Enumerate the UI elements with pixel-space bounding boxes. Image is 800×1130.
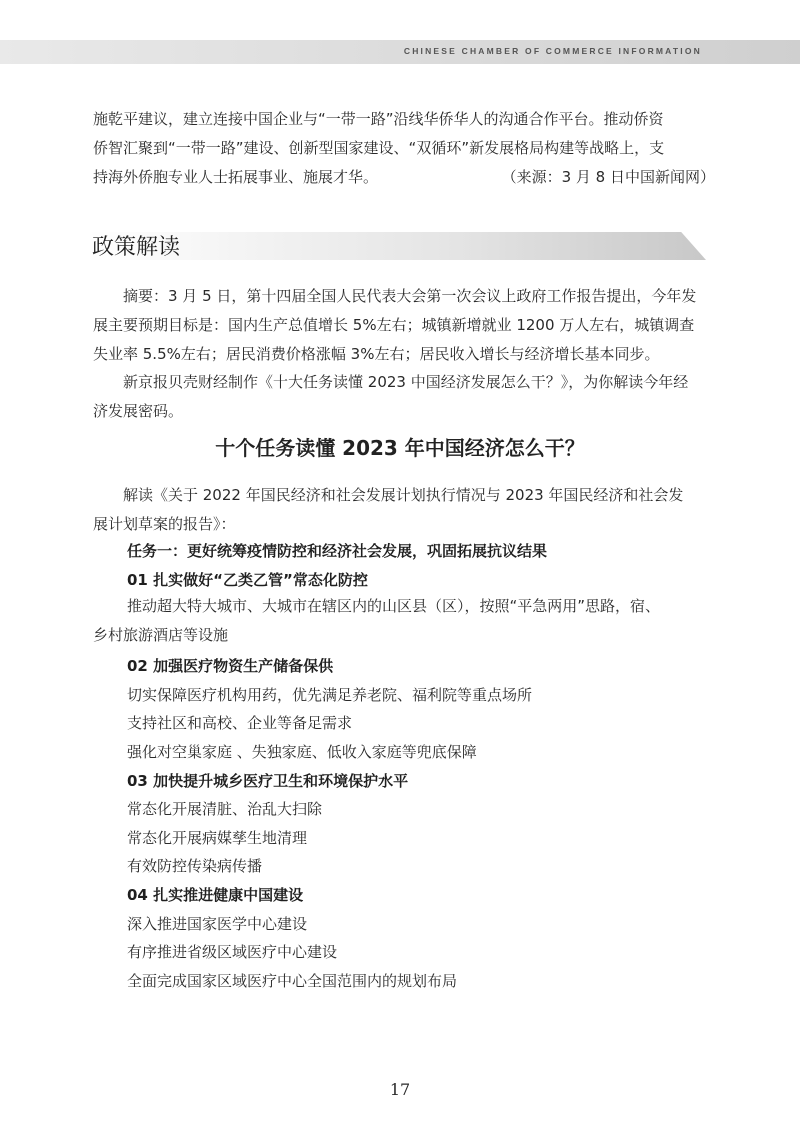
abstract-line: 展主要预期目标是：国内生产总值增长 5%左右；城镇新增就业 1200 万人左右，城镇调查 bbox=[93, 316, 695, 334]
reading-paragraph bbox=[93, 481, 715, 539]
subtask-heading-04: 04 扎实推进健康中国建设 bbox=[127, 886, 304, 904]
subtask-02-line: 切实保障医疗机构用药，优先满足养老院、福利院等重点场所 bbox=[127, 686, 533, 704]
page-number: 17 bbox=[389, 1080, 411, 1099]
subtask-02-line: 支持社区和高校、企业等备足需求 bbox=[127, 714, 353, 732]
intro-line bbox=[93, 163, 715, 192]
subtask-03-line: 常态化开展病媒孳生地清理 bbox=[127, 829, 308, 847]
subtask-01-paragraph bbox=[93, 592, 715, 650]
abstract-line: 摘要：3 月 5 日，第十四届全国人民代表大会第一次会议上政府工作报告提出，今年发 bbox=[123, 287, 697, 305]
source-note: （来源：3 月 8 日中国新闻网） bbox=[501, 168, 715, 186]
intro-line: 侨智汇聚到“一带一路”建设、创新型国家建设、“双循环”新发展格局构建等战略上，支 bbox=[93, 139, 665, 157]
intro-paragraph bbox=[93, 105, 715, 192]
subtask-04-line: 深入推进国家医学中心建设 bbox=[127, 915, 308, 933]
beike-line: 新京报贝壳财经制作《十大任务读懂 2023 中国经济发展怎么干？》，为你解读今年经 bbox=[123, 373, 689, 391]
section-title: 政策解读 bbox=[92, 235, 181, 260]
abstract-paragraph bbox=[93, 282, 715, 369]
subtask-02-line: 强化对空巢家庭 、失独家庭、低收入家庭等兜底保障 bbox=[127, 743, 477, 761]
subtask-heading-01: 01 扎实做好“乙类乙管”常态化防控 bbox=[127, 571, 368, 589]
subtask-04-line: 有序推进省级区域医疗中心建设 bbox=[127, 943, 338, 961]
reading-line: 解读《关于 2022 年国民经济和社会发展计划执行情况与 2023 年国民经济和社会发 bbox=[123, 486, 684, 504]
reading-line: 展计划草案的报告》： bbox=[93, 515, 236, 533]
abstract-line: 失业率 5.5%左右；居民消费价格涨幅 3%左右；居民收入增长与经济增长基本同步。 bbox=[93, 345, 660, 363]
subtask-heading-02: 02 加强医疗物资生产储备保供 bbox=[127, 657, 334, 675]
subtask-01-line: 推动超大特大城市、大城市在辖区内的山区县（区），按照“平急两用”思路，宿、 bbox=[127, 597, 661, 615]
subtask-03-line: 有效防控传染病传播 bbox=[127, 857, 263, 875]
intro-line-text: 持海外侨胞专业人士拓展事业、施展才华。 bbox=[93, 168, 379, 186]
subtask-heading-03: 03 加快提升城乡医疗卫生和环境保护水平 bbox=[127, 772, 409, 790]
publication-header: CHINESE CHAMBER OF COMMERCE INFORMATION bbox=[403, 46, 702, 56]
subtask-03-line: 常态化开展清脏、治乱大扫除 bbox=[127, 800, 323, 818]
article-title: 十个任务读懂 2023 年中国经济怎么干？ bbox=[215, 436, 585, 460]
intro-line: 施乾平建议，建立连接中国企业与“一带一路”沿线华侨华人的沟通合作平台。推动侨资 bbox=[93, 110, 664, 128]
beike-line: 济发展密码。 bbox=[93, 402, 184, 420]
task-heading: 任务一：更好统筹疫情防控和经济社会发展，巩固拓展抗议结果 bbox=[127, 542, 548, 560]
beike-paragraph bbox=[93, 368, 715, 426]
subtask-04-line: 全面完成国家区域医疗中心全国范围内的规划布局 bbox=[127, 972, 458, 990]
subtask-01-line: 乡村旅游酒店等设施 bbox=[93, 626, 229, 644]
